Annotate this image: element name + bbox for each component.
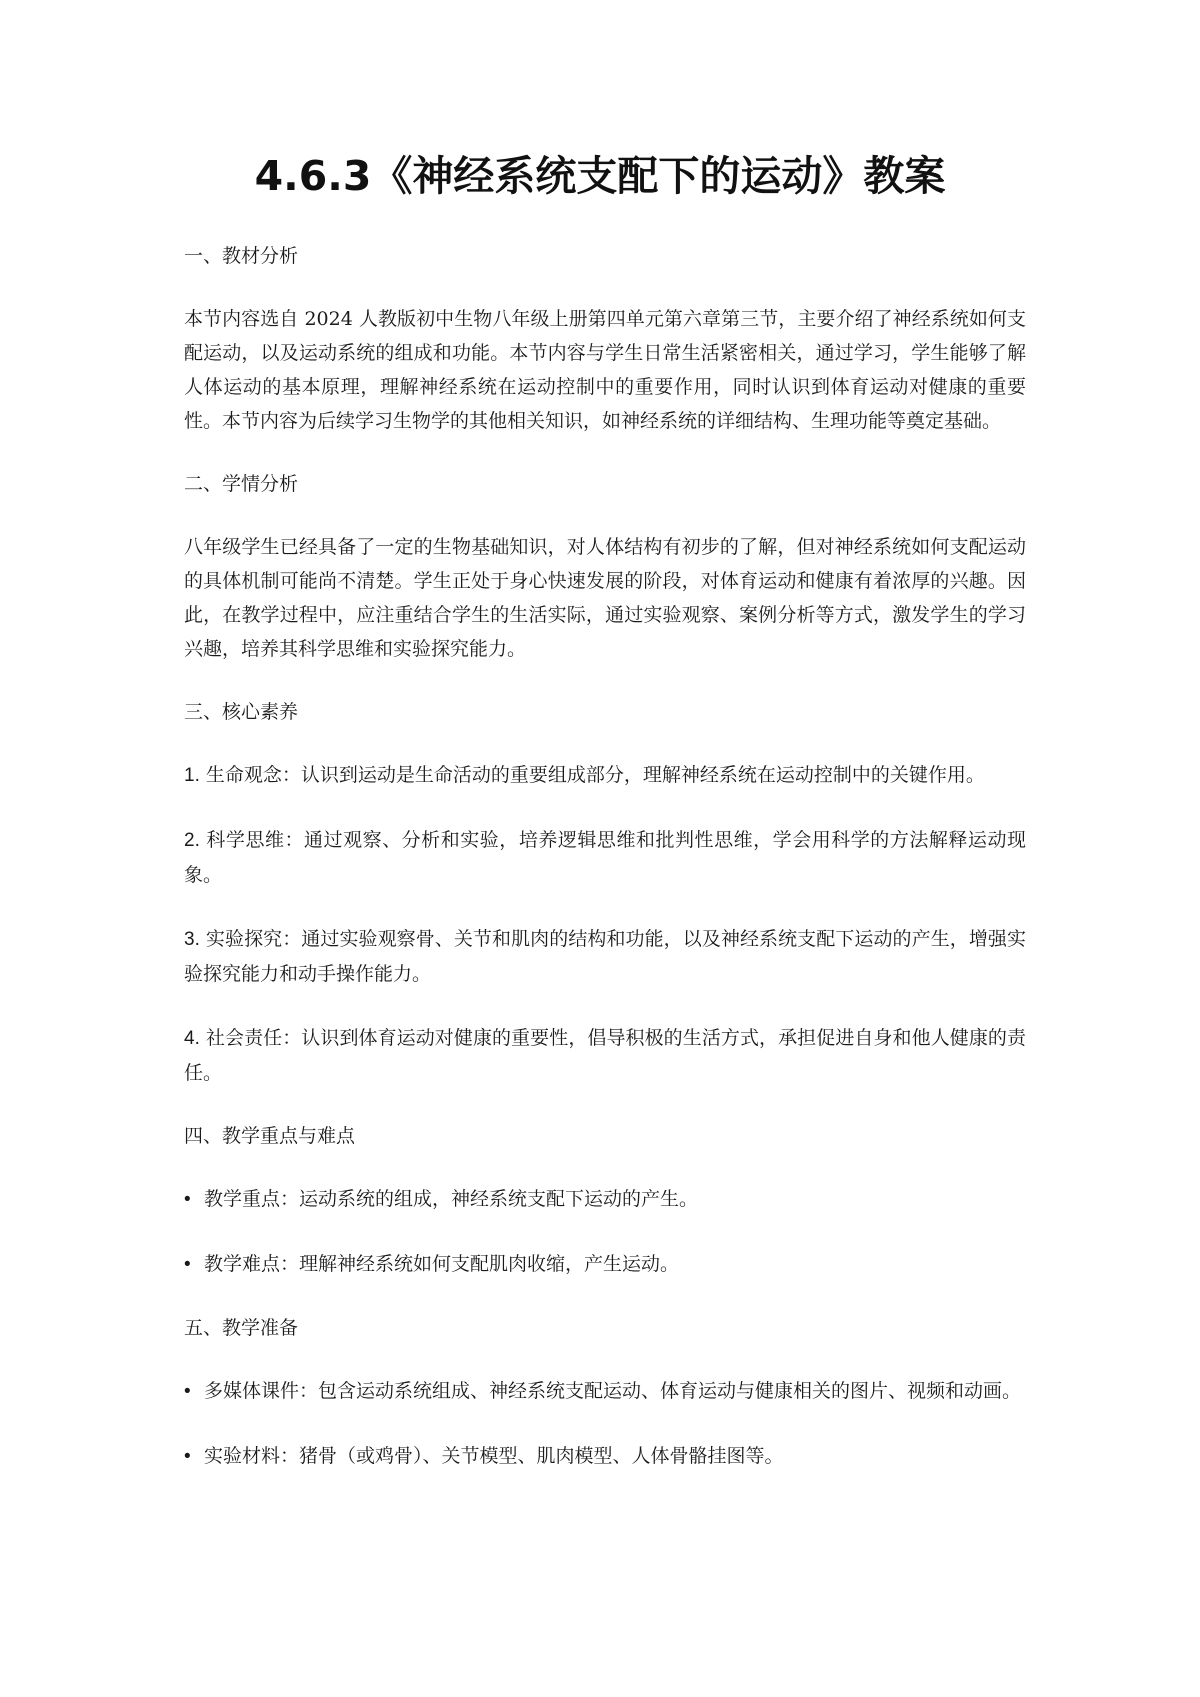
document-title: 4.6.3《神经系统支配下的运动》教案 <box>254 152 946 200</box>
bullet-item <box>184 1374 1026 1409</box>
numbered-item <box>184 1021 1026 1090</box>
document-body <box>184 240 1026 1504</box>
bullet-icon: • <box>184 1189 191 1210</box>
item-text: 科学思维：通过观察、分析和实验，培养逻辑思维和批判性思维，学会用科学的方法解释运动现象。 <box>184 829 1026 886</box>
bullet-text: 多媒体课件：包含运动系统组成、神经系统支配运动、体育运动与健康相关的图片、视频和动画。 <box>204 1380 1022 1402</box>
section-heading-core-literacy: 三、核心素养 <box>184 701 299 723</box>
item-text: 社会责任：认识到体育运动对健康的重要性，倡导积极的生活方式，承担促进自身和他人健康的责任。 <box>184 1027 1026 1084</box>
section-heading-student-analysis: 二、学情分析 <box>184 473 299 495</box>
section-heading-key-points: 四、教学重点与难点 <box>184 1125 356 1147</box>
item-text: 实验探究：通过实验观察骨、关节和肌肉的结构和功能，以及神经系统支配下运动的产生，增强实验探究能力和动手操作能力。 <box>184 928 1026 985</box>
section-heading-textbook-analysis: 一、教材分析 <box>184 245 299 267</box>
paragraph-textbook-analysis: 本节内容选自 2024 人教版初中生物八年级上册第四单元第六章第三节，主要介绍了神经系统如何支配运动，以及运动系统的组成和功能。本节内容与学生日常生活紧密相关，通过学习，学生能够了解人体运动的基本原理，理解神经系统在运动控制中的重要作用，同时认识到体育运动对健康的重要性。本节内容为后续学习生物学的其他相关知识，如神经系统的详细结构、生理功能等奠定基础。 <box>184 308 1026 432</box>
bullet-item <box>184 1439 1026 1474</box>
item-number: 3. <box>184 929 200 950</box>
numbered-item <box>184 758 1026 793</box>
numbered-item <box>184 823 1026 892</box>
item-number: 4. <box>184 1028 200 1049</box>
section-heading-preparation: 五、教学准备 <box>184 1317 299 1339</box>
numbered-item <box>184 922 1026 991</box>
item-number: 1. <box>184 765 200 786</box>
bullet-text: 实验材料：猪骨（或鸡骨）、关节模型、肌肉模型、人体骨骼挂图等。 <box>204 1445 784 1467</box>
paragraph-student-analysis: 八年级学生已经具备了一定的生物基础知识，对人体结构有初步的了解，但对神经系统如何支配运动的具体机制可能尚不清楚。学生正处于身心快速发展的阶段，对体育运动和健康有着浓厚的兴趣。因此，在教学过程中，应注重结合学生的生活实际，通过实验观察、案例分析等方式，激发学生的学习兴趣，培养其科学思维和实验探究能力。 <box>184 536 1026 660</box>
bullet-text: 教学难点：理解神经系统如何支配肌肉收缩，产生运动。 <box>204 1253 680 1275</box>
bullet-icon: • <box>184 1254 191 1275</box>
bullet-item <box>184 1247 1026 1282</box>
bullet-text: 教学重点：运动系统的组成，神经系统支配下运动的产生。 <box>204 1188 699 1210</box>
item-number: 2. <box>184 830 200 851</box>
bullet-icon: • <box>184 1381 191 1402</box>
item-text: 生命观念：认识到运动是生命活动的重要组成部分，理解神经系统在运动控制中的关键作用。 <box>205 764 985 786</box>
bullet-icon: • <box>184 1446 191 1467</box>
bullet-item <box>184 1182 1026 1217</box>
